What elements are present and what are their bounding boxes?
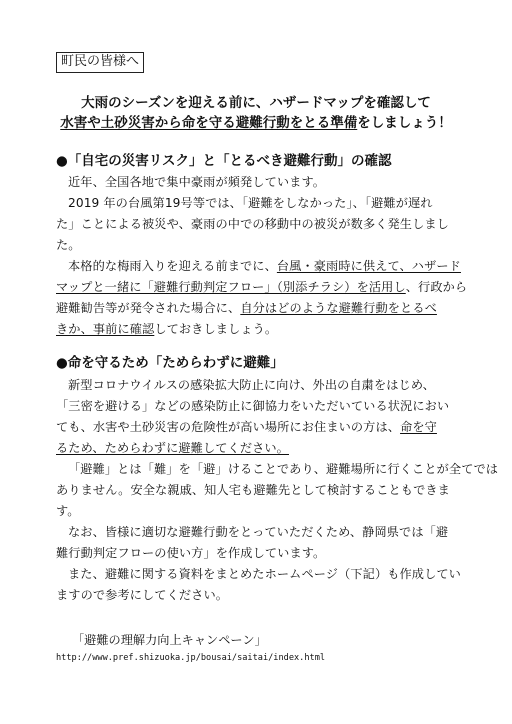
section2-p3-line1: なお、皆様に適切な避難行動をとっていただくため、静岡県では「避 (68, 525, 449, 539)
underlined-run: きか、事前に確認 (56, 322, 155, 336)
section1-p1: 近年、全国各地で集中豪雨が頻発しています。 (68, 175, 326, 189)
underlined-run: 命を守 (400, 420, 437, 434)
underlined-run: 自分はどのような避難行動をとるべ (240, 301, 437, 315)
section2-p1-line1: 新型コロナウイルスの感染拡大防止に向け、外出の自粛をはじめ、 (68, 378, 435, 392)
underlined-run: マップと一緒に「避難行動判定フロー」（別添チラシ）を活用し (56, 280, 406, 294)
section2-p2-line1: 「避難」とは「難」を「避」けることであり、避難場所に行くことが全てでは (68, 462, 499, 476)
section1-p3-line3 (56, 298, 458, 319)
section1-p2-line3: た。 (56, 238, 81, 252)
section2-p2-line3: す。 (56, 504, 80, 518)
section2-p1-line3 (56, 417, 458, 438)
section2-p1-line4 (56, 438, 458, 459)
campaign-label: 「避難の理解力向上キャンペーン」 (72, 633, 267, 647)
section2-body (56, 375, 499, 606)
section2-p4-line1: また、避難に関する資料をまとめたホームページ（下記）も作成してい (68, 567, 461, 581)
underlined-run: 台風・豪雨時に供えて、ハザード (276, 259, 461, 273)
section1-heading: ●「自宅の災害リスク」と「とるべき避難行動」の確認 (56, 153, 392, 169)
text-run: 避難勧告等が発令された場合に、 (56, 301, 241, 315)
section2-p1-line2: 「三密を避ける」などの感染防止に御協力をいただいている状況におい (56, 399, 450, 413)
campaign-url: http://www.pref.shizuoka.jp/bousai/saitai/index.html (56, 653, 326, 663)
underlined-run: るため、ためらわずに避難してください。 (56, 441, 289, 455)
section1-p2-line2: た」ことによる被災や、豪雨の中での移動中の被災が数多く発生しまし (56, 217, 449, 231)
headline-underlined-text: 水害や土砂災害から命を守る避難行動をとる準備 (60, 115, 358, 131)
section1-p3-line2 (56, 277, 468, 298)
section1-p3-line4 (56, 319, 458, 340)
section2-p2-line2: ありません。安全な親戚、知人宅も避難先として検討することもできま (56, 483, 450, 497)
section1-p2-line1: 2019 年の台風第19号等では、「避難をしなかった」、「避難が遅れ (68, 196, 433, 210)
headline-line-2 (40, 114, 472, 132)
boxed-title: 町民の皆様へ (56, 52, 144, 73)
text-run: 本格的な梅雨入りを迎える前までに、 (68, 259, 277, 273)
section2-p3-line2: 難行動判定フローの使い方」を作成しています。 (56, 546, 326, 560)
text-run: しておきしましょう。 (154, 322, 278, 336)
text-run: ても、水害や土砂災害の危険性が高い場所にお住まいの方は、 (56, 420, 401, 434)
headline-line-1: 大雨のシーズンを迎える前に、ハザードマップを確認して (81, 95, 431, 111)
section1-p3-line1 (56, 256, 461, 277)
headline-rest-text: をしましょう！ (357, 115, 452, 131)
section2-p4-line2: ますので参考にしてください。 (56, 588, 229, 602)
section1-body (56, 172, 468, 340)
section2-heading: ●命を守るため「ためらわずに避難」 (56, 355, 284, 371)
text-run: 、行政から (405, 280, 468, 294)
